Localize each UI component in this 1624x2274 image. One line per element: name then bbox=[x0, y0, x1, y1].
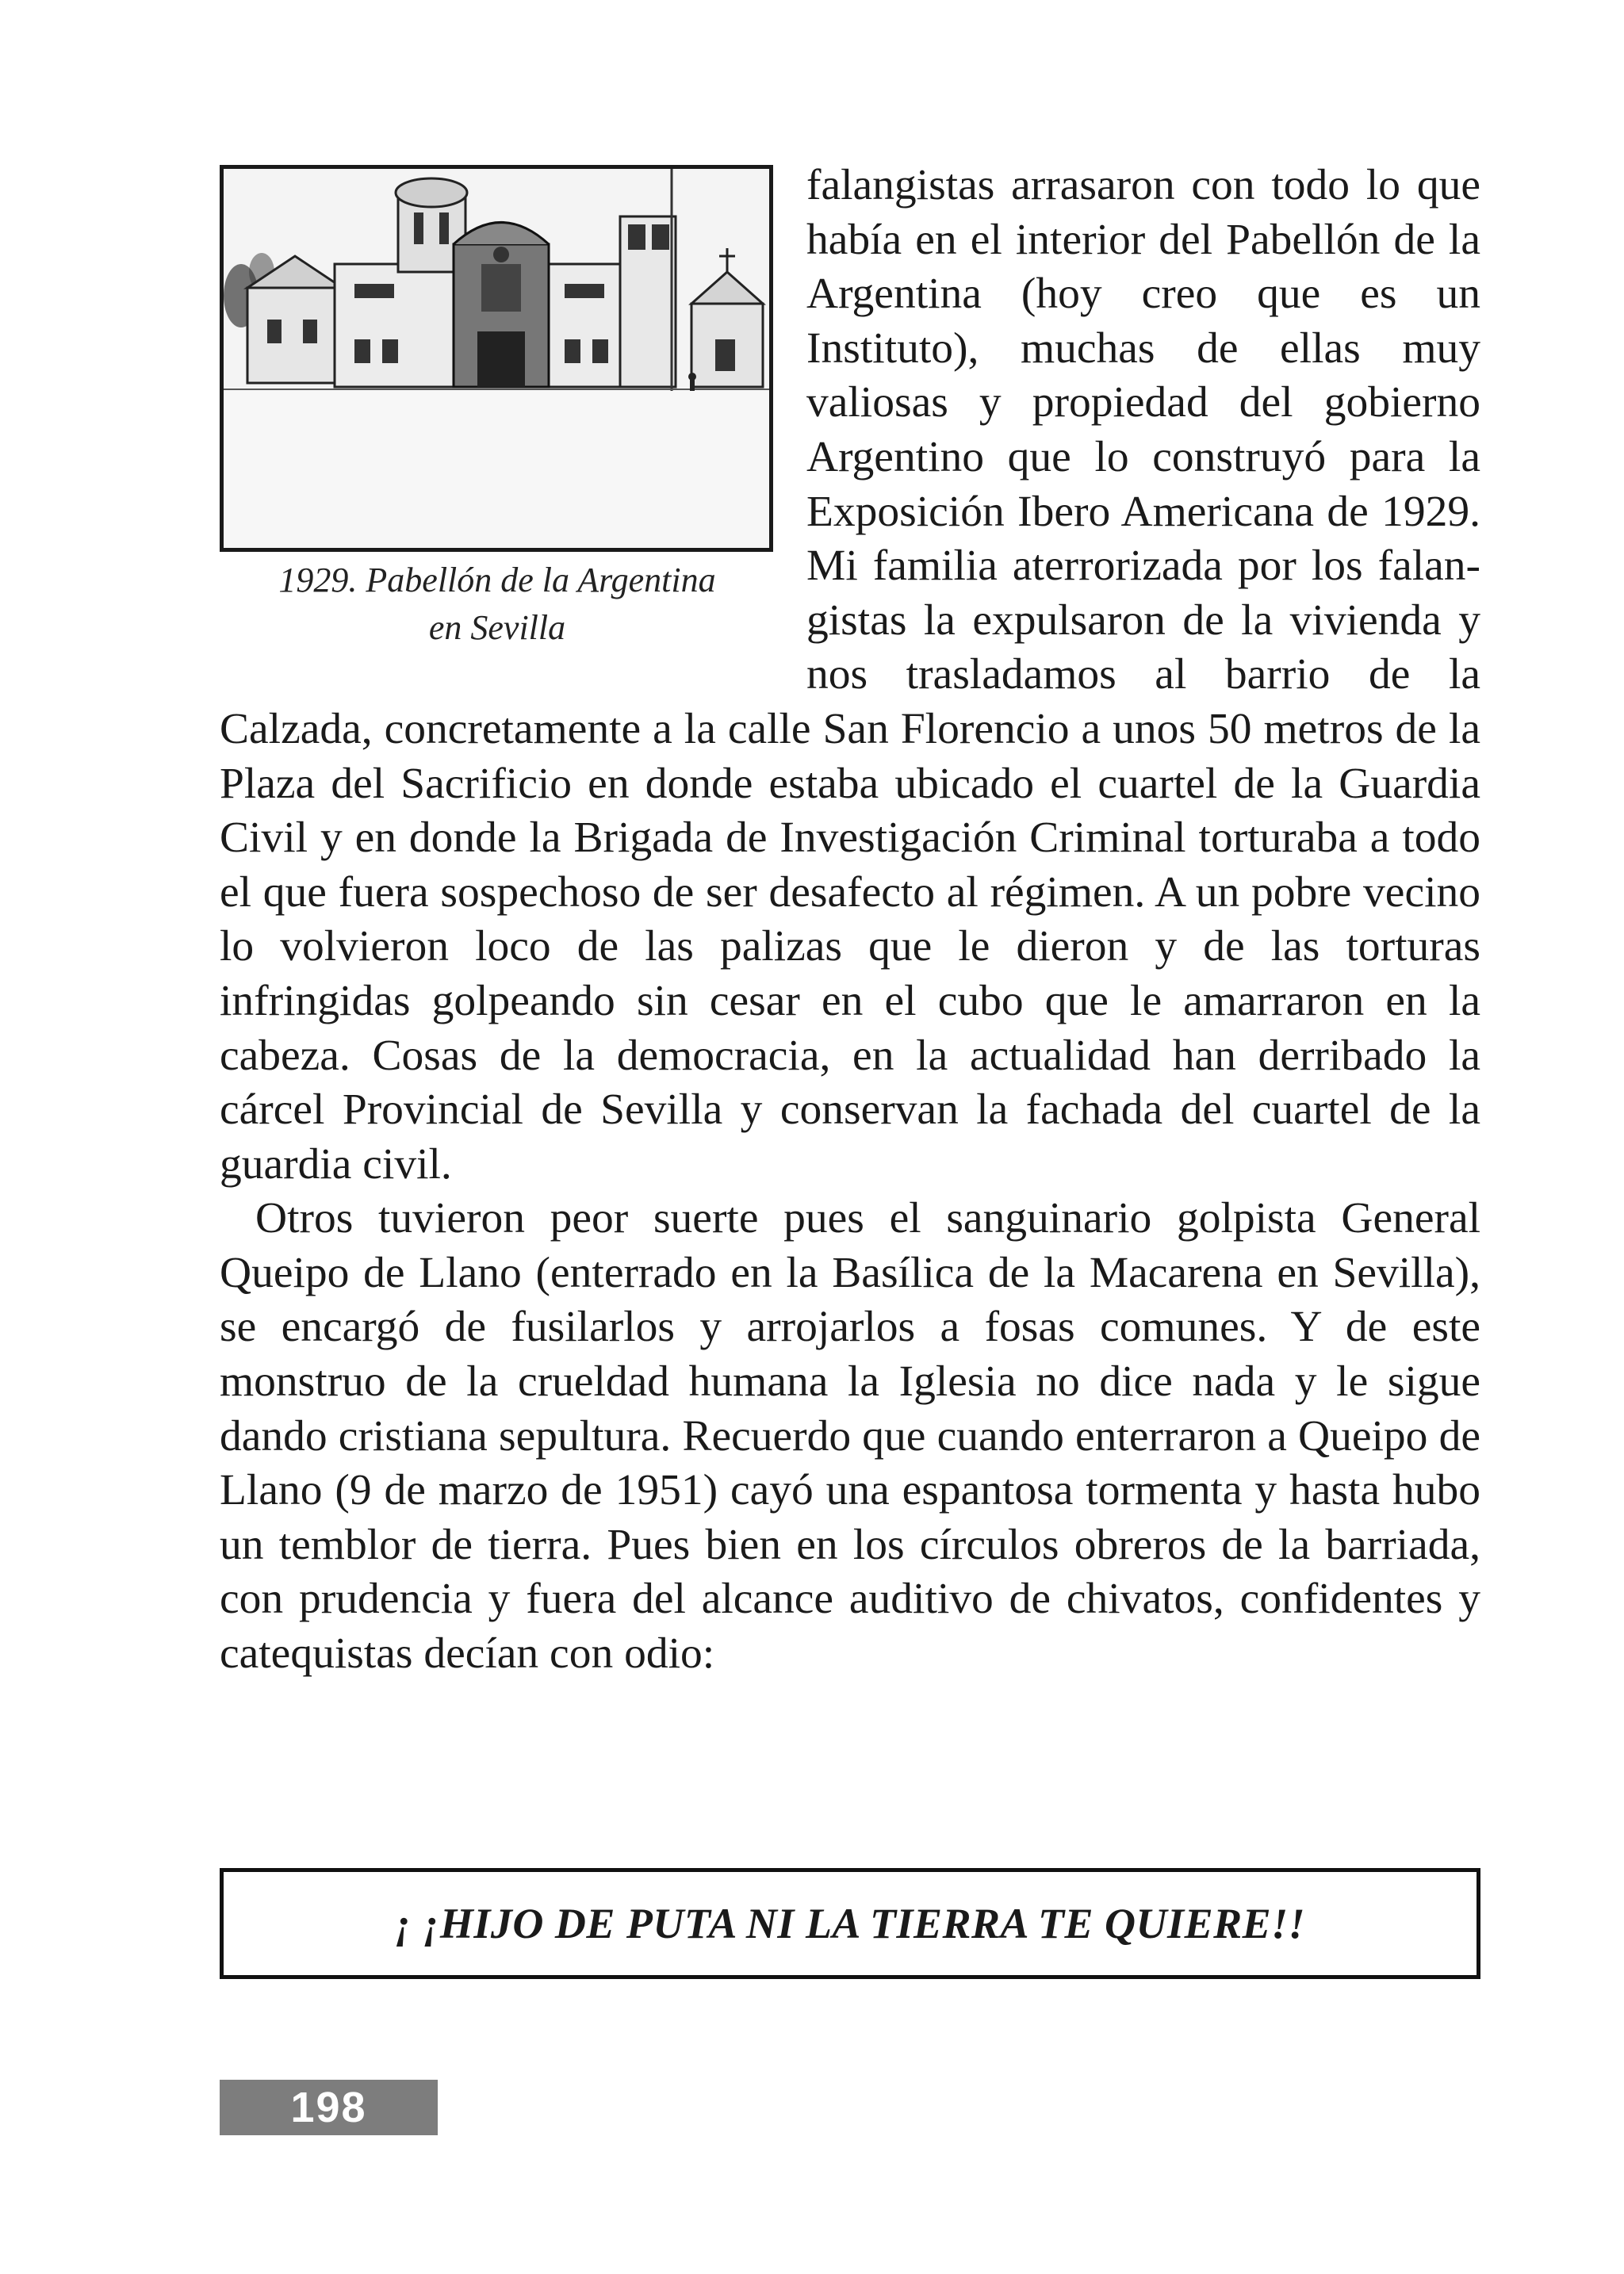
page-number: 198 bbox=[220, 2080, 438, 2135]
photo-pabellon-argentina bbox=[220, 165, 773, 552]
caption-line-1: 1929. Pabellón de la Argentina bbox=[278, 561, 716, 599]
quote-text: ¡ ¡HIJO DE PUTA NI LA TIERRA TE QUIERE!! bbox=[394, 1900, 1306, 1947]
building-illustration bbox=[224, 169, 769, 548]
paragraph-2: Otros tuvieron peor suerte pues el sanguinario golpista General Queipo de Llano (enterrado en la Basílica de la Macarena en Sevilla), se encargó de fusilarlos y arrojarlos a fosas comunes. Y de este monstruo de la crueldad humana la Iglesia no dice nada y le sigue dando cristiana sepultura. Recuerdo que cuando enterraron a Queipo de Llano (9 de marzo de 1951) cayó una espantosa tormenta y hasta hubo un temblor de tierra. Pues bien en los círculos obreros de la barriada, con prudencia y fuera del alcance auditivo de chivatos, confidentes y catequistas decían con odio: bbox=[220, 1194, 1480, 1679]
paragraph-1: falangistas arrasaron con todo lo que había en el interior del Pabellón de la Argentina (hoy creo que es un Instituto), muchas de ellas muy valiosas y propiedad del gobierno Argentino que lo construyó para la Exposición Ibero Americana de 1929. Mi familia aterrorizada por los falangistas la expulsaron de la vivienda y nos trasladamos al barrio de la Calzada, concretamente a la calle San Florencio a unos 50 metros de la Plaza del Sacrificio en donde estaba ubicado el cuartel de la Guardia Civil y en donde la Brigada de Investigación Criminal torturaba a todo el que fuera sospechoso de ser desafecto al régimen. A un pobre vecino lo volvieron loco de las palizas que le dieron y de las torturas infringidas golpeando sin cesar en el cubo que le amarraron en la cabeza. Cosas de la democracia, en la actualidad han derribado la cárcel Provincial de Sevilla y conservan la fachada del cuartel de la guardia civil. bbox=[220, 161, 1480, 1189]
page-content bbox=[220, 159, 1480, 1682]
caption-line-2: en Sevilla bbox=[428, 608, 566, 647]
quote-box bbox=[220, 1868, 1480, 1979]
figure-caption bbox=[220, 557, 775, 652]
figure bbox=[220, 165, 775, 652]
